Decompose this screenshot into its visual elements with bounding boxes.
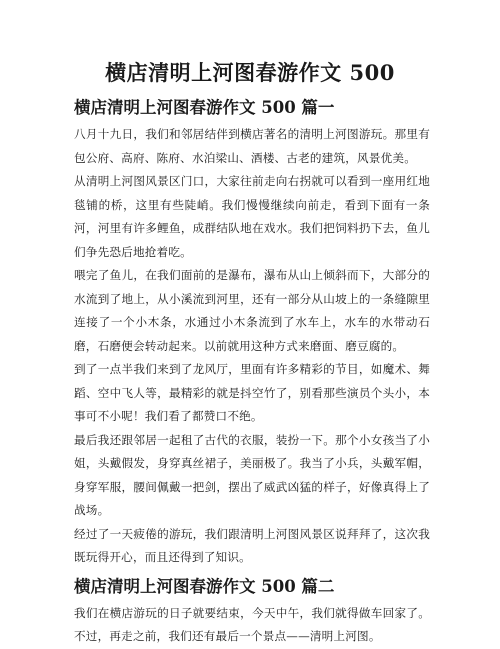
paragraph: 喂完了鱼儿，在我们面前的是瀑布，瀑布从山上倾斜而下，大部分的水流到了地上，从小溪流到河里，还有一部分从山坡上的一条缝隙里连接了一个小木条，水通过小木条流到了水车上，水车的水带动石磨，石磨便会转动起来。以前就用这种方式来磨面、磨豆腐的。 — [74, 268, 430, 353]
paragraph: 八月十九日，我们和邻居结伴到横店著名的清明上河图游玩。那里有包公府、高府、陈府、水泊梁山、酒楼、古老的建筑，风景优美。 — [74, 127, 430, 165]
section-heading: 横店清明上河图春游作文 500 篇二 — [74, 576, 335, 596]
section-1 — [74, 95, 430, 570]
paragraph: 从清明上河图风景区门口，大家往前走向右拐就可以看到一座用红地毯铺的桥，这里有些陡峭。我们慢慢继续向前走，看到下面有一条河，河里有许多鲤鱼，成群结队地在戏水。我们把饲料扔下去，鱼儿们争先恐后地抢着吃。 — [74, 174, 430, 259]
section-2 — [74, 574, 430, 649]
document-title: 横店清明上河图春游作文 500 — [105, 60, 395, 85]
paragraph: 到了一点半我们来到了龙风厅，里面有许多精彩的节目，如魔术、舞蹈、空中飞人等，最精彩的就是抖空竹了，别看那些演员个头小，本事可不小呢！我们看了都赞口不绝。 — [74, 362, 430, 423]
paragraph: 最后我还跟邻居一起租了古代的衣服，装扮一下。那个小女孩当了小姐，头戴假发，身穿真丝裙子，美丽极了。我当了小兵，头戴军帽，身穿军服，腰间佩戴一把剑，摆出了威武凶猛的样子，好像真得上了战场。 — [74, 432, 430, 517]
document-body — [74, 95, 430, 649]
section-heading: 横店清明上河图春游作文 500 篇一 — [74, 98, 335, 117]
paragraph: 我们在横店游玩的日子就要结束，今天中午，我们就得做车回家了。不过，再走之前，我们还有最后一个景点——清明上河图。 — [74, 605, 430, 643]
paragraph: 经过了一天疲倦的游玩，我们跟清明上河图风景区说拜拜了，这次我既玩得开心，而且还得到了知识。 — [74, 526, 430, 564]
